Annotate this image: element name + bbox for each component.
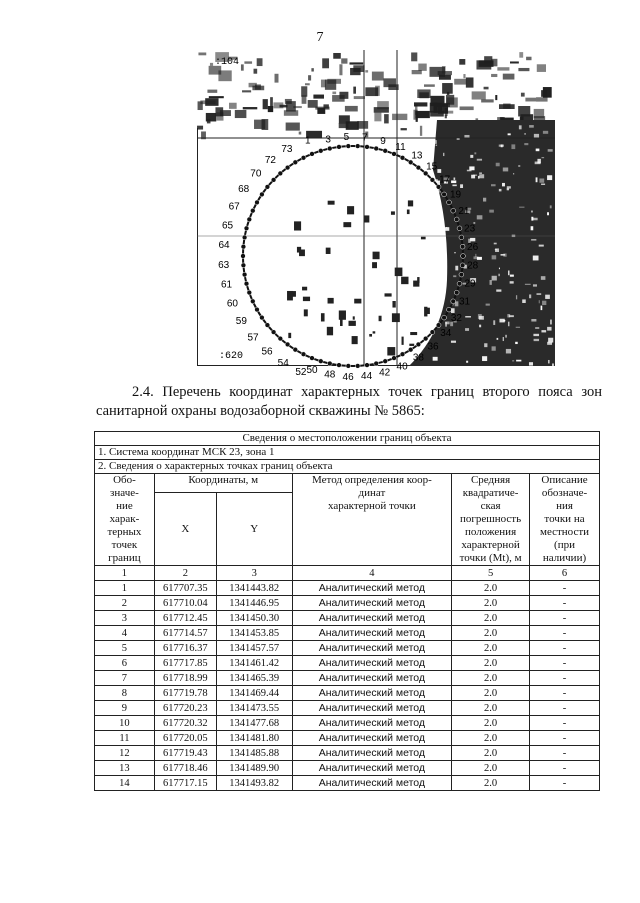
header-line: обозначе- — [541, 487, 588, 499]
point-label: 72 — [264, 154, 276, 166]
boundary-point — [460, 244, 465, 249]
boundary-point — [365, 363, 370, 368]
table-row — [95, 656, 600, 671]
boundary-point — [442, 192, 447, 197]
point-label: 67 — [228, 201, 240, 213]
point-number: 6 — [95, 656, 155, 671]
method-cell: Аналитический метод — [292, 641, 451, 656]
coord-y: 1341443.82 — [216, 581, 292, 596]
point-label: 29 — [464, 278, 476, 290]
header-line: ние — [116, 500, 133, 512]
boundary-point — [293, 347, 298, 352]
point-number: 7 — [95, 671, 155, 686]
description-cell: - — [530, 776, 600, 791]
coord-x: 617720.23 — [154, 701, 216, 716]
header-line: (при — [554, 539, 575, 551]
col-error-header — [452, 474, 530, 566]
table-row — [95, 731, 600, 746]
boundary-point — [416, 165, 421, 170]
header-line: местности — [539, 526, 590, 538]
boundary-point — [346, 144, 351, 149]
method-cell: Аналитический метод — [292, 716, 451, 731]
header-line: точек — [111, 539, 138, 551]
boundary-point — [454, 217, 459, 222]
coordinate-system: 1. Система координат МСК 23, зона 1 — [95, 446, 600, 460]
point-label: 32 — [450, 312, 462, 324]
mt-cell: 2.0 — [452, 611, 530, 626]
point-label: 52 — [295, 367, 307, 378]
method-cell: Аналитический метод — [292, 776, 451, 791]
description-cell: - — [530, 746, 600, 761]
point-label: 7 — [362, 132, 368, 144]
table-title: Сведения о местоположении границ объекта — [95, 432, 600, 446]
zone-boundary-map — [197, 50, 555, 383]
boundary-point — [318, 359, 323, 364]
method-cell: Аналитический метод — [292, 686, 451, 701]
boundary-point — [244, 281, 249, 286]
point-label: 26 — [467, 241, 479, 253]
col-x-header: X — [154, 493, 216, 566]
description-cell: - — [530, 581, 600, 596]
point-label: 68 — [238, 184, 250, 196]
coord-x: 617712.45 — [154, 611, 216, 626]
point-label: 42 — [379, 367, 391, 379]
header-line: точки на — [544, 513, 585, 525]
method-cell: Аналитический метод — [292, 611, 451, 626]
point-number: 4 — [95, 626, 155, 641]
point-label: 34 — [440, 328, 452, 340]
boundary-point — [265, 185, 270, 190]
coord-x: 617718.99 — [154, 671, 216, 686]
point-label: 40 — [396, 361, 408, 373]
point-label: 61 — [220, 279, 233, 291]
method-cell: Аналитический метод — [292, 581, 451, 596]
header-line: характерной — [461, 539, 520, 551]
boundary-point — [460, 263, 465, 268]
header-line: Средняя — [470, 474, 511, 486]
boundary-point — [247, 217, 252, 222]
mt-cell: 2.0 — [452, 731, 530, 746]
point-number: 8 — [95, 686, 155, 701]
point-number: 5 — [95, 641, 155, 656]
point-label: 59 — [235, 316, 247, 328]
point-label: 13 — [411, 150, 423, 162]
mt-cell: 2.0 — [452, 746, 530, 761]
boundary-point — [241, 254, 246, 259]
boundary-point — [271, 178, 276, 183]
mt-cell: 2.0 — [452, 671, 530, 686]
point-label: 60 — [226, 298, 238, 310]
header-line: Обо- — [113, 474, 136, 486]
point-label: 11 — [395, 141, 406, 153]
boundary-point — [374, 146, 379, 151]
point-number: 10 — [95, 716, 155, 731]
description-cell: - — [530, 611, 600, 626]
col-designation-header — [95, 474, 155, 566]
boundary-point — [346, 364, 351, 369]
point-label: 54 — [277, 358, 289, 370]
coord-y: 1341461.42 — [216, 656, 292, 671]
point-number: 9 — [95, 701, 155, 716]
mt-cell: 2.0 — [452, 761, 530, 776]
boundary-point — [430, 330, 435, 335]
method-cell: Аналитический метод — [292, 656, 451, 671]
table-row — [95, 716, 600, 731]
method-cell: Аналитический метод — [292, 701, 451, 716]
mt-cell: 2.0 — [452, 776, 530, 791]
header-line: наличии) — [542, 552, 587, 564]
boundary-point — [442, 315, 447, 320]
coord-y: 1341473.55 — [216, 701, 292, 716]
point-label: 73 — [281, 143, 293, 155]
boundary-point — [447, 200, 452, 205]
description-cell: - — [530, 731, 600, 746]
boundary-point — [285, 342, 290, 347]
point-label: 17 — [439, 174, 451, 186]
point-label: 48 — [324, 369, 336, 381]
boundary-point — [327, 361, 332, 366]
coord-y: 1341493.82 — [216, 776, 292, 791]
table-row — [95, 641, 600, 656]
boundary-point — [461, 254, 466, 259]
coord-x: 617716.37 — [154, 641, 216, 656]
boundary-point — [365, 145, 370, 150]
coord-x: 617717.15 — [154, 776, 216, 791]
boundary-point — [301, 155, 306, 160]
table-row — [95, 611, 600, 626]
description-cell: - — [530, 686, 600, 701]
header-line: ния — [556, 500, 573, 512]
column-number: 2 — [154, 566, 216, 581]
boundary-point — [318, 148, 323, 153]
coord-x: 617710.04 — [154, 596, 216, 611]
point-label: 38 — [412, 352, 424, 364]
col-method-header — [292, 474, 451, 566]
coord-x: 617720.05 — [154, 731, 216, 746]
column-number: 5 — [452, 566, 530, 581]
col-coordinates-header: Координаты, м — [154, 474, 292, 493]
column-number: 4 — [292, 566, 451, 581]
table-row — [95, 761, 600, 776]
description-cell: - — [530, 596, 600, 611]
boundary-point — [271, 330, 276, 335]
description-cell: - — [530, 701, 600, 716]
method-cell: Аналитический метод — [292, 626, 451, 641]
boundary-point — [408, 347, 413, 352]
boundary-point — [447, 307, 452, 312]
map-corner-label: :104 — [215, 57, 240, 68]
mt-cell: 2.0 — [452, 656, 530, 671]
coord-y: 1341450.30 — [216, 611, 292, 626]
boundary-point — [423, 336, 428, 341]
boundary-point — [310, 356, 315, 361]
description-cell: - — [530, 671, 600, 686]
table-row — [95, 686, 600, 701]
description-cell: - — [530, 656, 600, 671]
boundary-point — [355, 144, 360, 149]
point-label: 65 — [221, 220, 234, 232]
point-label: 63 — [218, 259, 230, 271]
page-number: 7 — [316, 30, 324, 45]
coordinates-table — [94, 431, 600, 791]
point-number: 11 — [95, 731, 155, 746]
boundary-point — [400, 155, 405, 160]
boundary-point — [260, 315, 265, 320]
boundary-point — [459, 272, 464, 277]
point-number: 13 — [95, 761, 155, 776]
point-number: 1 — [95, 581, 155, 596]
point-label: 1 — [305, 135, 311, 147]
table-row — [95, 671, 600, 686]
coord-y: 1341469.44 — [216, 686, 292, 701]
point-label: 15 — [426, 161, 438, 173]
header-line: ская — [480, 500, 501, 512]
boundary-point — [265, 323, 270, 328]
method-cell: Аналитический метод — [292, 746, 451, 761]
boundary-point — [457, 226, 462, 231]
boundary-point — [383, 148, 388, 153]
point-number: 3 — [95, 611, 155, 626]
header-line: значе- — [110, 487, 139, 499]
points-info: 2. Сведения о характерных точках границ объекта — [95, 460, 600, 474]
point-label: 44 — [361, 371, 373, 383]
point-label: 23 — [464, 223, 476, 235]
coord-x: 617720.32 — [154, 716, 216, 731]
point-number: 14 — [95, 776, 155, 791]
boundary-point — [293, 160, 298, 165]
coord-y: 1341477.68 — [216, 716, 292, 731]
table-row — [95, 701, 600, 716]
mt-cell: 2.0 — [452, 626, 530, 641]
header-line: положения — [465, 526, 517, 538]
boundary-point — [255, 307, 260, 312]
boundary-point — [255, 200, 260, 205]
point-label: 70 — [250, 168, 262, 180]
boundary-point — [451, 299, 456, 304]
boundary-point — [430, 178, 435, 183]
boundary-point — [383, 359, 388, 364]
description-cell: - — [530, 716, 600, 731]
boundary-point — [374, 361, 379, 366]
boundary-point — [250, 208, 255, 213]
boundary-point — [301, 352, 306, 357]
header-line: погрешность — [460, 513, 522, 525]
boundary-point — [355, 364, 360, 369]
coord-y: 1341465.39 — [216, 671, 292, 686]
boundary-point — [392, 356, 397, 361]
boundary-point — [241, 244, 246, 249]
boundary-point — [242, 235, 247, 240]
method-cell: Аналитический метод — [292, 731, 451, 746]
boundary-point — [337, 363, 342, 368]
boundary-point — [242, 272, 247, 277]
header-line: динат — [358, 487, 386, 499]
description-cell: - — [530, 626, 600, 641]
table-row — [95, 581, 600, 596]
boundary-point — [285, 165, 290, 170]
point-label: 19 — [449, 189, 462, 201]
description-cell: - — [530, 641, 600, 656]
point-label: 56 — [261, 346, 273, 358]
header-line: Описание — [541, 474, 588, 486]
boundary-point — [278, 336, 283, 341]
point-label: 28 — [467, 260, 479, 272]
column-numbers-row — [95, 566, 600, 581]
coord-y: 1341457.57 — [216, 641, 292, 656]
method-cell: Аналитический метод — [292, 596, 451, 611]
boundary-point — [436, 323, 441, 328]
coord-y: 1341485.88 — [216, 746, 292, 761]
header-line: характерной точки — [328, 500, 416, 512]
column-number: 6 — [530, 566, 600, 581]
coord-x: 617717.85 — [154, 656, 216, 671]
table-row — [95, 746, 600, 761]
boundary-point — [400, 352, 405, 357]
point-label: 57 — [247, 332, 259, 344]
boundary-point — [260, 192, 265, 197]
boundary-point — [451, 208, 456, 213]
header-line: границ — [108, 552, 141, 564]
boundary-point — [247, 290, 252, 295]
description-cell: - — [530, 761, 600, 776]
boundary-point — [278, 171, 283, 176]
mt-cell: 2.0 — [452, 596, 530, 611]
mt-cell: 2.0 — [452, 716, 530, 731]
table-row — [95, 776, 600, 791]
boundary-point — [459, 235, 464, 240]
header-line: терных — [107, 526, 142, 538]
boundary-point — [244, 226, 249, 231]
column-number: 3 — [216, 566, 292, 581]
header-line: Метод определения коор- — [312, 474, 432, 486]
point-label: 3 — [325, 134, 331, 146]
boundary-point — [454, 290, 459, 295]
boundary-point — [457, 281, 462, 286]
mt-cell: 2.0 — [452, 641, 530, 656]
header-line: точки (Mt), м — [459, 552, 522, 564]
coord-y: 1341489.90 — [216, 761, 292, 776]
point-label: 5 — [343, 132, 350, 144]
coord-y: 1341481.80 — [216, 731, 292, 746]
point-number: 2 — [95, 596, 155, 611]
point-number: 12 — [95, 746, 155, 761]
boundary-point — [250, 299, 255, 304]
coord-x: 617719.43 — [154, 746, 216, 761]
point-label: 46 — [342, 371, 354, 383]
point-label: 50 — [306, 364, 318, 376]
header-line: харак- — [109, 513, 140, 525]
point-label: 21 — [458, 206, 470, 218]
coord-x: 617707.35 — [154, 581, 216, 596]
map-corner-label: :620 — [219, 351, 244, 362]
method-cell: Аналитический метод — [292, 671, 451, 686]
coord-y: 1341446.95 — [216, 596, 292, 611]
boundary-point — [310, 152, 315, 157]
column-number: 1 — [95, 566, 155, 581]
boundary-point — [241, 263, 246, 268]
table-row — [95, 596, 600, 611]
section-heading: 2.4. Перечень координат характерных точек границ второго пояса зон санитарной охраны водозаборной скважины № 5865: — [96, 384, 602, 419]
mt-cell: 2.0 — [452, 581, 530, 596]
mt-cell: 2.0 — [452, 701, 530, 716]
point-label: 64 — [218, 239, 230, 251]
coord-x: 617718.46 — [154, 761, 216, 776]
boundary-point — [327, 146, 332, 151]
point-label: 31 — [458, 296, 471, 308]
col-description-header — [530, 474, 600, 566]
header-line: квадратиче- — [462, 487, 519, 499]
coord-y: 1341453.85 — [216, 626, 292, 641]
mt-cell: 2.0 — [452, 686, 530, 701]
coord-x: 617714.57 — [154, 626, 216, 641]
col-y-header: Y — [216, 493, 292, 566]
boundary-point — [416, 342, 421, 347]
point-label: 9 — [380, 135, 386, 147]
point-label: 36 — [427, 341, 439, 353]
coord-x: 617719.78 — [154, 686, 216, 701]
boundary-point — [337, 145, 342, 150]
method-cell: Аналитический метод — [292, 761, 451, 776]
table-row — [95, 626, 600, 641]
